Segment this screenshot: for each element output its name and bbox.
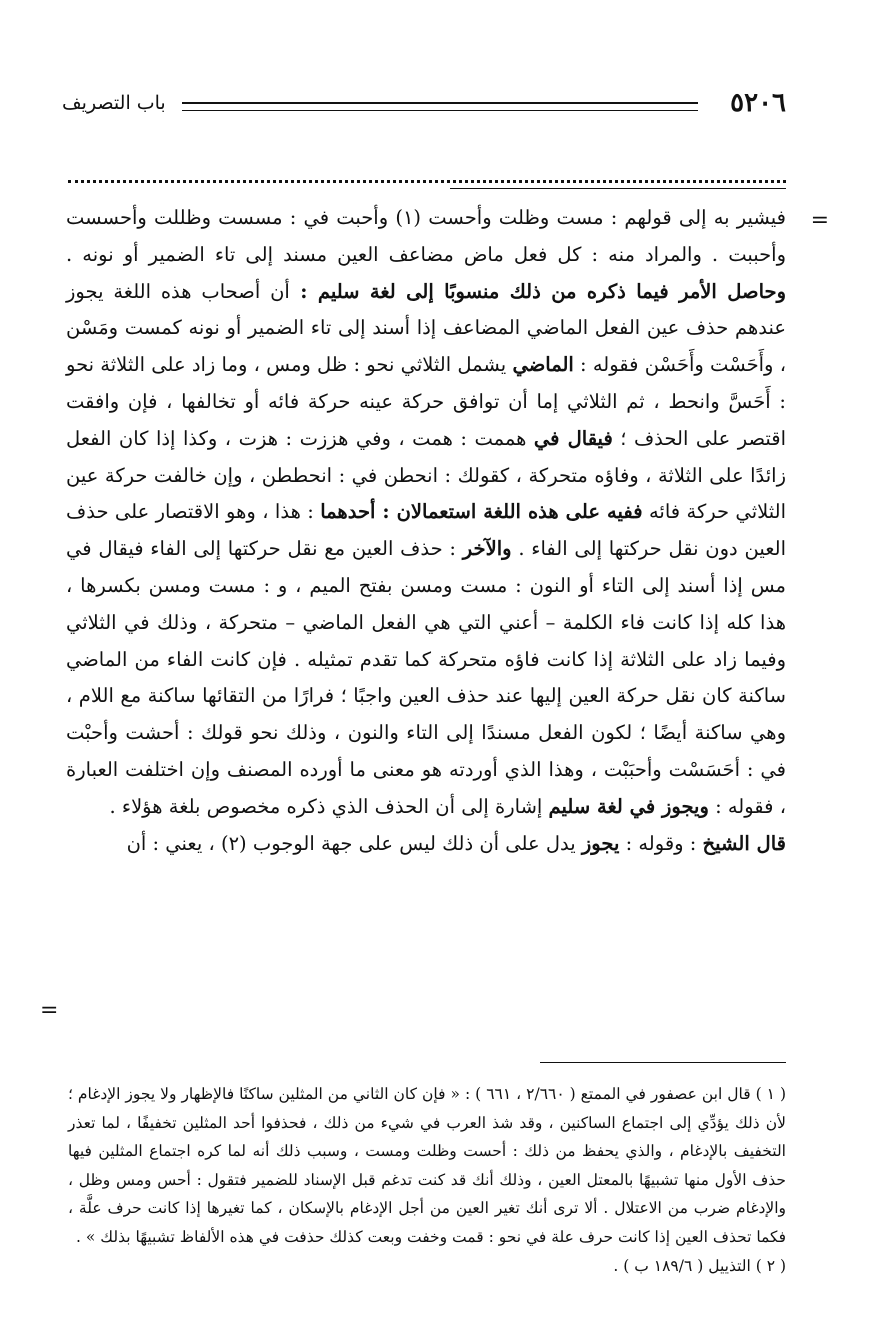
main-text xyxy=(66,200,786,862)
continuation-start-mark: = xyxy=(810,208,829,233)
text-run: يدل على أن ذلك ليس على جهة الوجوب xyxy=(246,831,582,855)
footnote-ref-1[interactable]: (١) xyxy=(395,206,422,229)
text-run: : هذا ، وهو الاقتصار على حذف العين دون نقل حركتها إلى الفاء . xyxy=(66,500,786,561)
footnote-1: ( ١ ) قال ابن عصفور في الممتع ( ٢/٦٦٠ ، ٦٦١ ) : « فإن كان الثاني من المثلين ساكنًا فالإظهار ولا يجوز الإدغام ؛ لأن ذلك يؤدِّي إلى اجتماع الساكنين ، وقد شذ العرب في شيء من ذلك ، فحذفوا أحد المثلين تخفيفًا ، لما تعذر التخفيف بالإدغام ، والذي يحفظ من ذلك : أحست وظلت ومست ، وسبب ذلك أنه لما كره اجتماع المثلين فيها حذف الأول منها تشبيهًا بالمعتل العين ، وذلك أنك قد كنت تدغم قبل الإسناد للضمير فتقول : أحس ومس وظل ، والإدغام ضرب من الاعتلال . ألا ترى أنك تغير العين من أجل الإدغام بالإسكان ، كما تغيرها إذا كانت حرف علَّة ، فكما تحذف العين إذا كانت حرف علة في نحو : قمت وخفت وبعت كذلك حذفت في هذه الألفاظ تشبيهًا بذلك » . xyxy=(68,1085,786,1246)
footnotes xyxy=(68,1080,786,1280)
bold-run: والآخر xyxy=(462,537,512,561)
text-run: يشمل الثلاثي نحو : ظل ومس ، وما زاد على الثلاثة نحو : أَحَسَّ وانحط ، ثم الثلاثي إما أن توافق حركة عينه حركة فائه أو تخالفها ، فإن وافقت اقتصر على الحذف ؛ xyxy=(66,353,786,450)
continuation-rule xyxy=(450,188,786,189)
text-run: فيشير به إلى قولهم : مست وظلت وأحست xyxy=(421,206,786,229)
text-run: هممت : همت ، وفي هززت : هزت ، وكذا إذا كان الفعل زائدًا على الثلاثة ، وفاؤه متحركة ، كقولك : انحطن في : انحططن ، وإن خالفت حركة عين الثلاثي حركة فائه xyxy=(66,426,786,524)
page-number: ٥٢٠٦ xyxy=(730,88,786,118)
text-run: وأحبت في : مسست وظللت وأحسست وأحببت . والمراد منه : كل فعل ماض مضاعف العين مسند إلى تاء الضمير أو نونه . xyxy=(66,206,786,266)
bold-run: قال الشيخ xyxy=(702,831,786,855)
text-run: أن أصحاب هذه اللغة يجوز عندهم حذف عين الفعل الماضي المضاعف إذا أسند إلى تاء الضمير أو نونه كمست ومَسْن ، وأَحَسْت وأَحَسْن فقوله : xyxy=(66,279,786,377)
header-rule xyxy=(182,102,698,111)
page-header xyxy=(62,88,786,122)
bold-run: وحاصل الأمر فيما ذكره من ذلك منسوبًا إلى لغة سليم : xyxy=(289,279,786,303)
text-run: : حذف العين مع نقل حركتها إلى الفاء فيقال في مس إذا أسند إلى التاء أو النون : مست ومسن بفتح الميم ، و : مست ومسن بكسرها ، هذا كله إذا كانت فاء الكلمة – أعني التي هي الفعل الماضي – متحركة ، وذلك في الثلاثي وفيما زاد على الثلاثة إذا كانت فاؤه متحركة كما تقدم تمثيله . فإن كانت الفاء من الماضي ساكنة كان نقل حركة العين إليها عند حذف العين واجبًا ؛ فرارًا من التقائها ساكنة مع اللام ، وهي ساكنة أيضًا ؛ لكون الفعل مسندًا إلى التاء والنون ، وذلك نحو قولك : أحشت وأحبْت في : أحَسَسْت وأحبَبْت ، وهذا الذي أوردته هو معنى ما أورده المصنف وإن اختلفت العبارة ، فقوله : xyxy=(66,537,786,818)
dotted-separator xyxy=(68,160,786,183)
text-run: : وقوله : xyxy=(619,831,703,855)
main-paragraph xyxy=(66,200,786,826)
bold-run: يجوز xyxy=(581,831,620,855)
footnote-2: ( ٢ ) التذييل ( ١٨٩/٦ ب ) . xyxy=(613,1256,786,1275)
bold-run: الماضي xyxy=(512,353,574,377)
running-title: باب التصريف xyxy=(62,92,166,114)
shaykh-paragraph xyxy=(66,826,786,863)
bold-run: فيقال في xyxy=(533,426,613,450)
continuation-end-mark: = xyxy=(40,998,59,1023)
bold-run: ففيه على هذه اللغة استعمالان : أحدهما xyxy=(320,500,643,524)
footnote-ref-2[interactable]: (٢) xyxy=(220,831,247,855)
text-run: ، يعني : أن xyxy=(126,831,221,855)
bold-run: ويجوز في لغة سليم xyxy=(548,794,709,818)
footnote-rule xyxy=(540,1062,786,1063)
text-run: إشارة إلى أن الحذف الذي ذكره مخصوص بلغة هؤلاء . xyxy=(109,794,549,818)
